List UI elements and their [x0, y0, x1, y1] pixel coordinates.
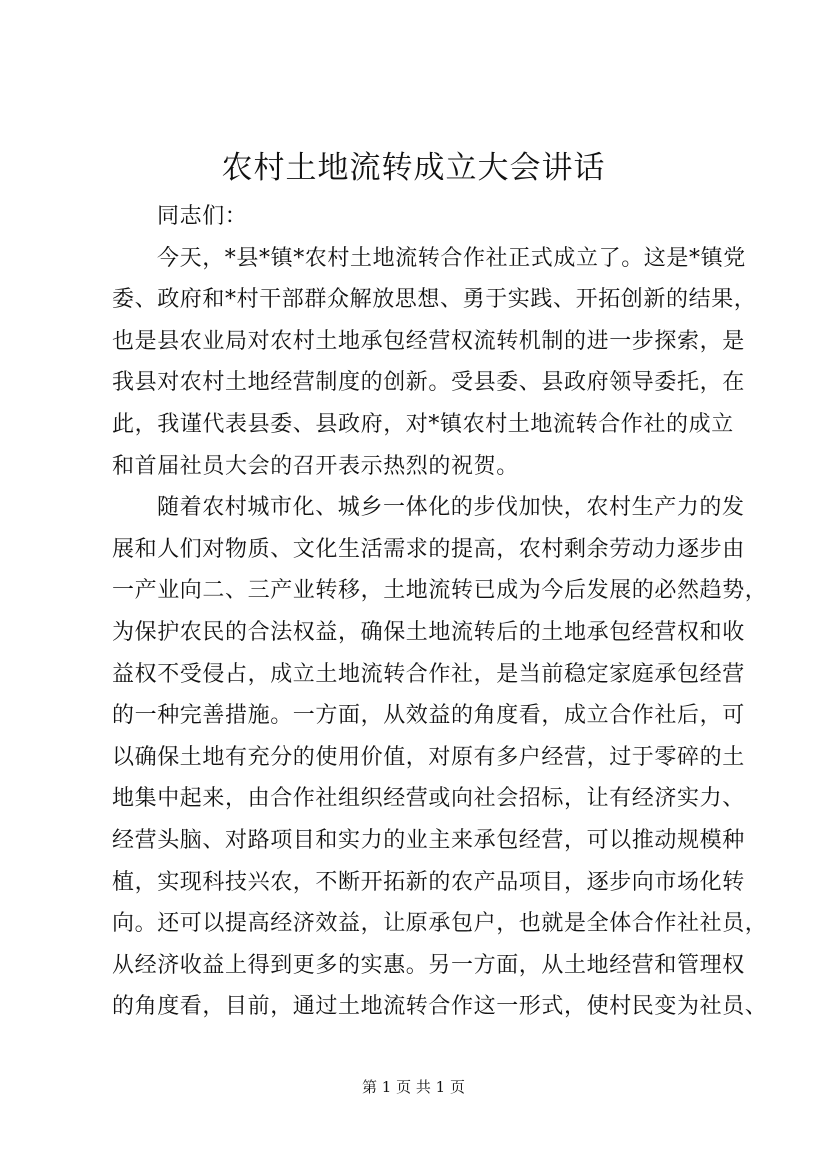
- document-body: [112, 196, 768, 1028]
- body-line: 的角度看，目前，通过土地流转合作这一形式，使村民变为社员、: [112, 994, 768, 1020]
- body-line: 经营头脑、对路项目和实力的业主来承包经营，可以推动规模种: [112, 827, 745, 853]
- body-line: 也是县农业局对农村土地承包经营权流转机制的进一步探索，是: [112, 328, 745, 354]
- body-line: 向。还可以提高经济效益，让原承包户，也就是全体合作社社员，: [112, 911, 768, 937]
- page-footer: 第 1 页 共 1 页: [362, 1078, 465, 1096]
- body-line: 和首届社员大会的召开表示热烈的祝贺。: [112, 453, 519, 479]
- body-line: 以确保土地有充分的使用价值，对原有多户经营，过于零碎的土: [112, 744, 745, 770]
- document-title: 农村土地流转成立大会讲话: [221, 150, 606, 186]
- body-line: 今天，*县*镇*农村土地流转合作社正式成立了。这是*镇党: [157, 245, 746, 271]
- body-line: 地集中起来，由合作社组织经营或向社会招标，让有经济实力、: [112, 786, 745, 812]
- body-line: 植，实现科技兴农，不断开拓新的农产品项目，逐步向市场化转: [112, 869, 745, 895]
- body-line: 此，我谨代表县委、县政府，对*镇农村土地流转合作社的成立: [112, 411, 734, 437]
- body-line: 随着农村城市化、城乡一体化的步伐加快，农村生产力的发: [157, 495, 745, 521]
- body-line: 的一种完善措施。一方面，从效益的角度看，成立合作社后，可: [112, 703, 745, 729]
- body-line: 我县对农村土地经营制度的创新。受县委、县政府领导委托，在: [112, 370, 745, 396]
- salutation: 同志们：: [157, 204, 248, 229]
- body-line: 展和人们对物质、文化生活需求的提高，农村剩余劳动力逐步由: [112, 536, 745, 562]
- body-line: 一产业向二、三产业转移，土地流转已成为今后发展的必然趋势，: [112, 578, 768, 604]
- body-line: 从经济收益上得到更多的实惠。另一方面，从土地经营和管理权: [112, 952, 745, 978]
- body-line: 委、政府和*村干部群众解放思想、勇于实践、开拓创新的结果，: [112, 287, 757, 313]
- body-line: 益权不受侵占，成立土地流转合作社，是当前稳定家庭承包经营: [112, 661, 745, 687]
- body-line: 为保护农民的合法权益，确保土地流转后的土地承包经营权和收: [112, 619, 745, 645]
